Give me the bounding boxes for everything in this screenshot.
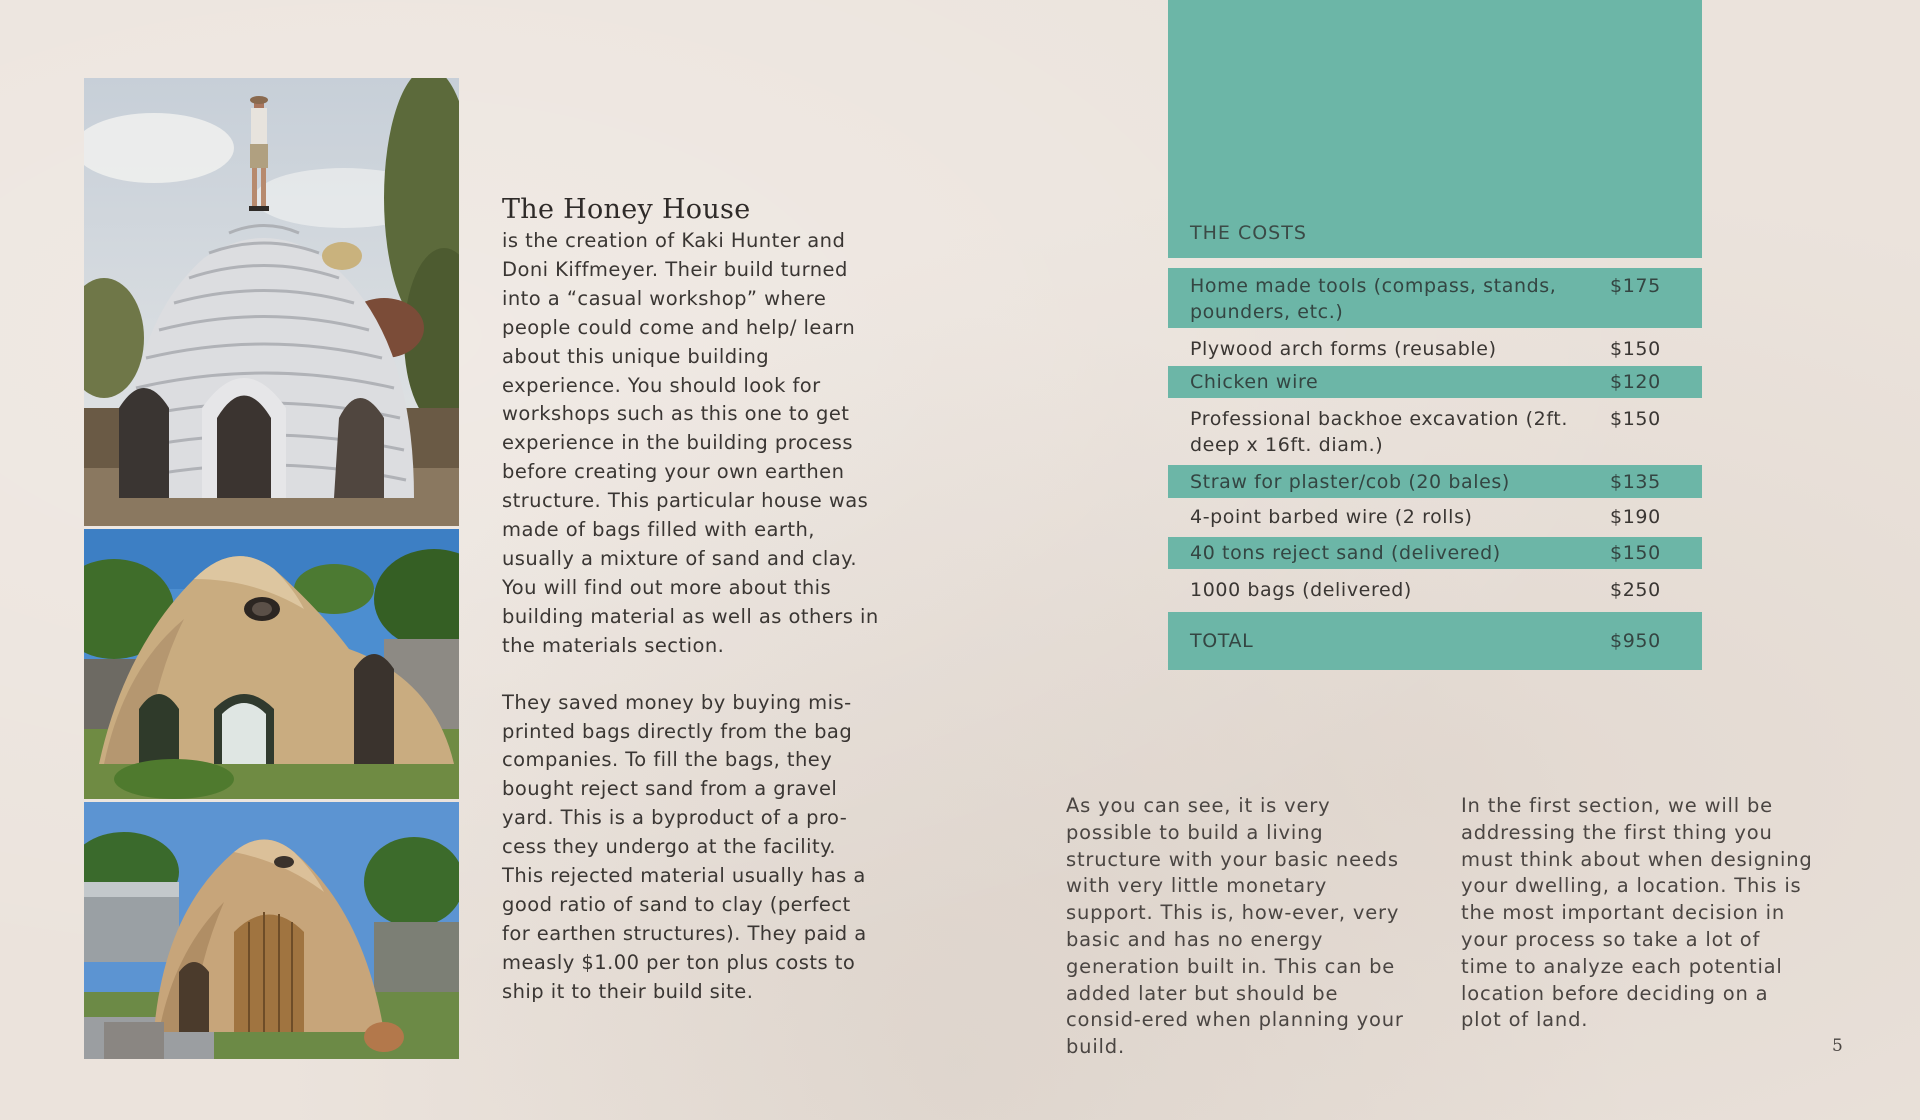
cost-item: 1000 bags (delivered) <box>1190 579 1412 601</box>
dome-construction-image <box>84 78 459 526</box>
cost-price: $120 <box>1610 371 1661 393</box>
cost-row <box>1168 537 1702 569</box>
finished-dome-image <box>84 529 459 799</box>
article-title: The Honey House <box>502 194 751 225</box>
cost-price: $175 <box>1610 275 1661 297</box>
cost-row <box>1168 465 1702 498</box>
cost-price: $190 <box>1610 506 1661 528</box>
cost-item: 40 tons reject sand (delivered) <box>1190 542 1501 564</box>
cost-item: Home made tools (compass, stands, pounders, etc.) <box>1190 275 1557 323</box>
costs-header-block <box>1168 0 1702 258</box>
cost-item: 4-point barbed wire (2 rolls) <box>1190 506 1473 528</box>
photo-strip <box>84 78 459 1059</box>
cost-price: $135 <box>1610 471 1661 493</box>
cost-row <box>1168 405 1702 461</box>
photo-door-dome <box>84 802 459 1059</box>
costs-heading: THE COSTS <box>1190 222 1307 244</box>
cost-price: $150 <box>1610 338 1661 360</box>
cost-row <box>1168 366 1702 398</box>
cost-total-row <box>1168 612 1702 670</box>
cost-total-value: $950 <box>1610 630 1661 652</box>
cost-price: $250 <box>1610 579 1661 601</box>
summary-column-left: As you can see, it is very possible to build a living structure with your basic needs with very little monetary support. This is, how-ever, very basic and has no energy generation built in. This can be added later but should be consid-ered when planning your build. <box>1066 794 1404 1059</box>
article <box>502 193 882 1007</box>
cost-price: $150 <box>1610 408 1661 430</box>
page-number: 5 <box>1832 1036 1843 1056</box>
cost-row <box>1168 502 1702 532</box>
cost-total-label: TOTAL <box>1190 630 1254 652</box>
photo-finished-dome <box>84 529 459 799</box>
article-paragraph-1: is the creation of Kaki Hunter and Doni Kiffmeyer. Their build turned into a “casual workshop” where people could come and help/ learn about this unique building experience. You should look for workshops such as this one to get experience in the building process before creating your own earthen structure. This particular house was made of bags filled with earth, usually a mixture of sand and clay. You will find out more about this building material as well as others in the materials section. <box>502 229 879 657</box>
cost-item: Chicken wire <box>1190 371 1319 393</box>
summary-column-right: In the first section, we will be addressing the first thing you must think about when designing your dwelling, a location. This is the most important decision in your process so take a lot of time to analyze each potential location before deciding on a plot of land. <box>1461 794 1813 1032</box>
photo-dome-construction <box>84 78 459 526</box>
cost-row <box>1168 576 1702 606</box>
cost-item: Professional backhoe excavation (2ft. deep x 16ft. diam.) <box>1190 408 1568 456</box>
cost-item: Straw for plaster/cob (20 bales) <box>1190 471 1510 493</box>
article-paragraph-2: They saved money by buying mis-printed bags directly from the bag companies. To fill the bags, they bought reject sand from a gravel yard. This is a byproduct of a pro-cess they undergo at the facility. This rejected material usually has a good ratio of sand to clay (perfect for earthen structures). They paid a measly $1.00 per ton plus costs to ship it to their build site. <box>502 690 867 1003</box>
cost-row <box>1168 334 1702 364</box>
cost-row <box>1168 268 1702 328</box>
cost-price: $150 <box>1610 542 1661 564</box>
door-dome-image <box>84 802 459 1059</box>
cost-item: Plywood arch forms (reusable) <box>1190 338 1497 360</box>
